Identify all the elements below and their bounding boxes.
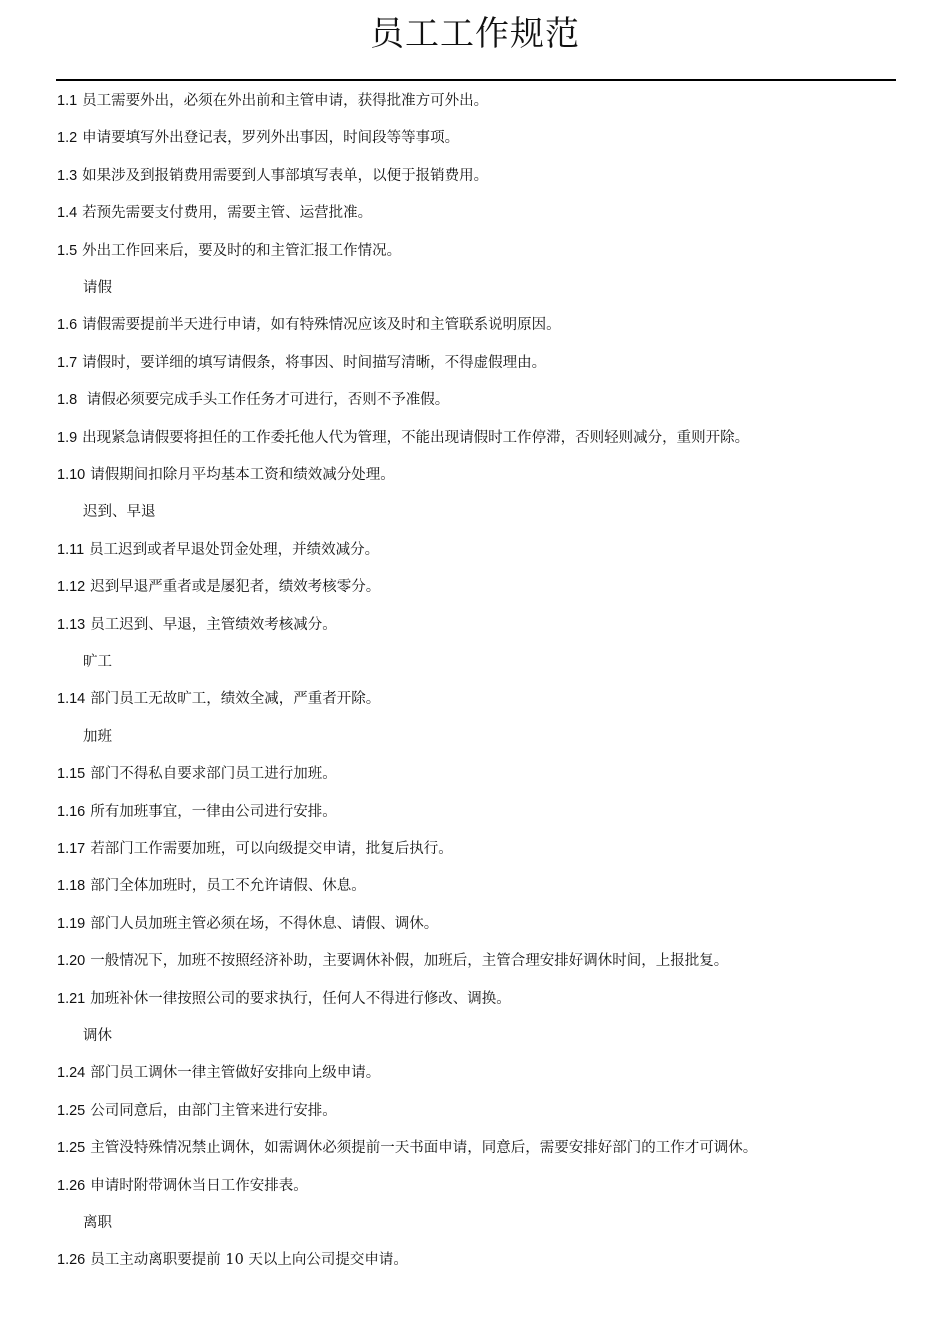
rule-item xyxy=(57,914,438,934)
rule-number: 1.16 xyxy=(57,803,86,820)
rule-number: 1.19 xyxy=(57,915,86,932)
rule-item xyxy=(57,1176,308,1196)
rule-text: 员工主动离职要提前 10 天以上向公司提交申请。 xyxy=(90,1252,408,1269)
rule-text: 如果涉及到报销费用需要到人事部填写表单，以便于报销费用。 xyxy=(82,167,489,184)
rule-item xyxy=(57,428,749,448)
rule-text: 迟到早退严重者或是屡犯者，绩效考核零分。 xyxy=(90,579,381,596)
rule-item xyxy=(57,802,337,822)
rule-text: 一般情况下，加班不按照经济补助，主要调休补假，加班后，主管合理安排好调休时间，上报批复。 xyxy=(90,953,729,970)
rule-number: 1.9 xyxy=(57,429,78,446)
rule-text: 请假需要提前半天进行申请，如有特殊情况应该及时和主管联系说明原因。 xyxy=(82,317,561,334)
rule-number: 1.10 xyxy=(57,467,86,483)
rule-number: 1.11 xyxy=(57,541,85,558)
rule-item xyxy=(57,876,366,896)
title-divider xyxy=(56,79,896,81)
section-heading: 旷工 xyxy=(83,654,112,670)
rule-text: 请假期间扣除月平均基本工资和绩效减分处理。 xyxy=(90,467,395,483)
rule-text: 部门人员加班主管必须在场，不得休息、请假、调休。 xyxy=(90,915,439,932)
rule-number: 1.12 xyxy=(57,579,86,596)
section-heading: 请假 xyxy=(83,280,112,296)
rule-text: 部门不得私自要求部门员工进行加班。 xyxy=(90,766,337,783)
rule-text: 员工需要外出，必须在外出前和主管申请，获得批准方可外出。 xyxy=(82,93,489,109)
rule-item xyxy=(57,315,561,335)
rule-text: 请假必须要完成手头工作任务才可进行，否则不予准假。 xyxy=(82,392,450,409)
rule-item xyxy=(57,128,459,148)
rule-number: 1.1 xyxy=(57,93,78,109)
rule-number: 1.17 xyxy=(57,841,86,857)
rule-item xyxy=(57,615,337,635)
rule-number: 1.24 xyxy=(57,1065,86,1082)
rule-text: 主管没特殊情况禁止调休，如需调休必须提前一天书面申请，同意后，需要安排好部门的工作才可调休。 xyxy=(90,1140,758,1157)
rule-item xyxy=(57,577,380,597)
rule-text: 加班补休一律按照公司的要求执行，任何人不得进行修改、调换。 xyxy=(90,990,511,1007)
rule-item xyxy=(57,839,453,859)
rule-number: 1.26 xyxy=(57,1252,86,1269)
rule-text: 员工迟到、早退，主管绩效考核减分。 xyxy=(90,616,337,633)
rule-item xyxy=(57,91,488,111)
rule-number: 1.5 xyxy=(57,242,78,259)
section-heading: 调休 xyxy=(83,1028,112,1044)
rule-item xyxy=(57,465,395,485)
rule-text: 请假时，要详细的填写请假条，将事因、时间描写清晰，不得虚假理由。 xyxy=(82,354,547,371)
rule-number: 1.6 xyxy=(57,317,78,334)
rule-number: 1.3 xyxy=(57,167,78,184)
rule-text: 若部门工作需要加班，可以向级提交申请，批复后执行。 xyxy=(90,841,453,857)
rule-number: 1.15 xyxy=(57,766,86,783)
rule-number: 1.18 xyxy=(57,878,86,895)
rule-item xyxy=(57,1138,757,1158)
rule-text: 申请要填写外出登记表，罗列外出事因，时间段等等事项。 xyxy=(82,130,460,147)
rule-item xyxy=(57,689,380,709)
section-heading: 加班 xyxy=(83,728,112,745)
rule-item xyxy=(57,951,728,971)
rule-item xyxy=(57,1250,408,1270)
section-heading: 离职 xyxy=(83,1215,112,1231)
rule-number: 1.2 xyxy=(57,130,78,147)
rule-number: 1.25 xyxy=(57,1102,86,1119)
rule-number: 1.4 xyxy=(57,205,78,222)
rule-number: 1.25 xyxy=(57,1140,86,1157)
section-heading: 迟到、早退 xyxy=(83,504,156,521)
rule-item xyxy=(57,540,379,560)
rule-number: 1.21 xyxy=(57,990,86,1007)
rule-text: 部门全体加班时，员工不允许请假、休息。 xyxy=(90,878,366,895)
rule-item xyxy=(57,241,401,261)
rule-number: 1.7 xyxy=(57,354,78,371)
rule-number: 1.26 xyxy=(57,1177,86,1194)
rule-item xyxy=(57,203,372,223)
rule-item xyxy=(57,166,488,186)
rule-item xyxy=(57,1063,380,1083)
rule-text: 出现紧急请假要将担任的工作委托他人代为管理，不能出现请假时工作停滞，否则轻则减分，重则开除。 xyxy=(82,429,750,446)
rule-item xyxy=(57,989,511,1009)
rule-text: 若预先需要支付费用，需要主管、运营批准。 xyxy=(82,205,373,222)
rule-item xyxy=(57,390,449,410)
rule-number: 1.20 xyxy=(57,953,86,970)
rule-text: 申请时附带调休当日工作安排表。 xyxy=(90,1177,308,1194)
rule-number: 1.13 xyxy=(57,616,86,633)
rule-text: 部门员工调休一律主管做好安排向上级申请。 xyxy=(90,1065,381,1082)
rule-item xyxy=(57,1101,337,1121)
rule-text: 外出工作回来后，要及时的和主管汇报工作情况。 xyxy=(82,242,402,259)
rule-number: 1.14 xyxy=(57,691,86,708)
rule-text: 员工迟到或者早退处罚金处理，并绩效减分。 xyxy=(89,541,380,558)
rule-text: 所有加班事宜，一律由公司进行安排。 xyxy=(90,803,337,820)
rule-item xyxy=(57,764,337,784)
rule-number: 1.8 xyxy=(57,392,78,409)
rule-text: 公司同意后，由部门主管来进行安排。 xyxy=(90,1102,337,1119)
rule-text: 部门员工无故旷工，绩效全减，严重者开除。 xyxy=(90,691,381,708)
rule-item xyxy=(57,353,546,373)
document-title: 员工工作规范 xyxy=(370,14,580,54)
